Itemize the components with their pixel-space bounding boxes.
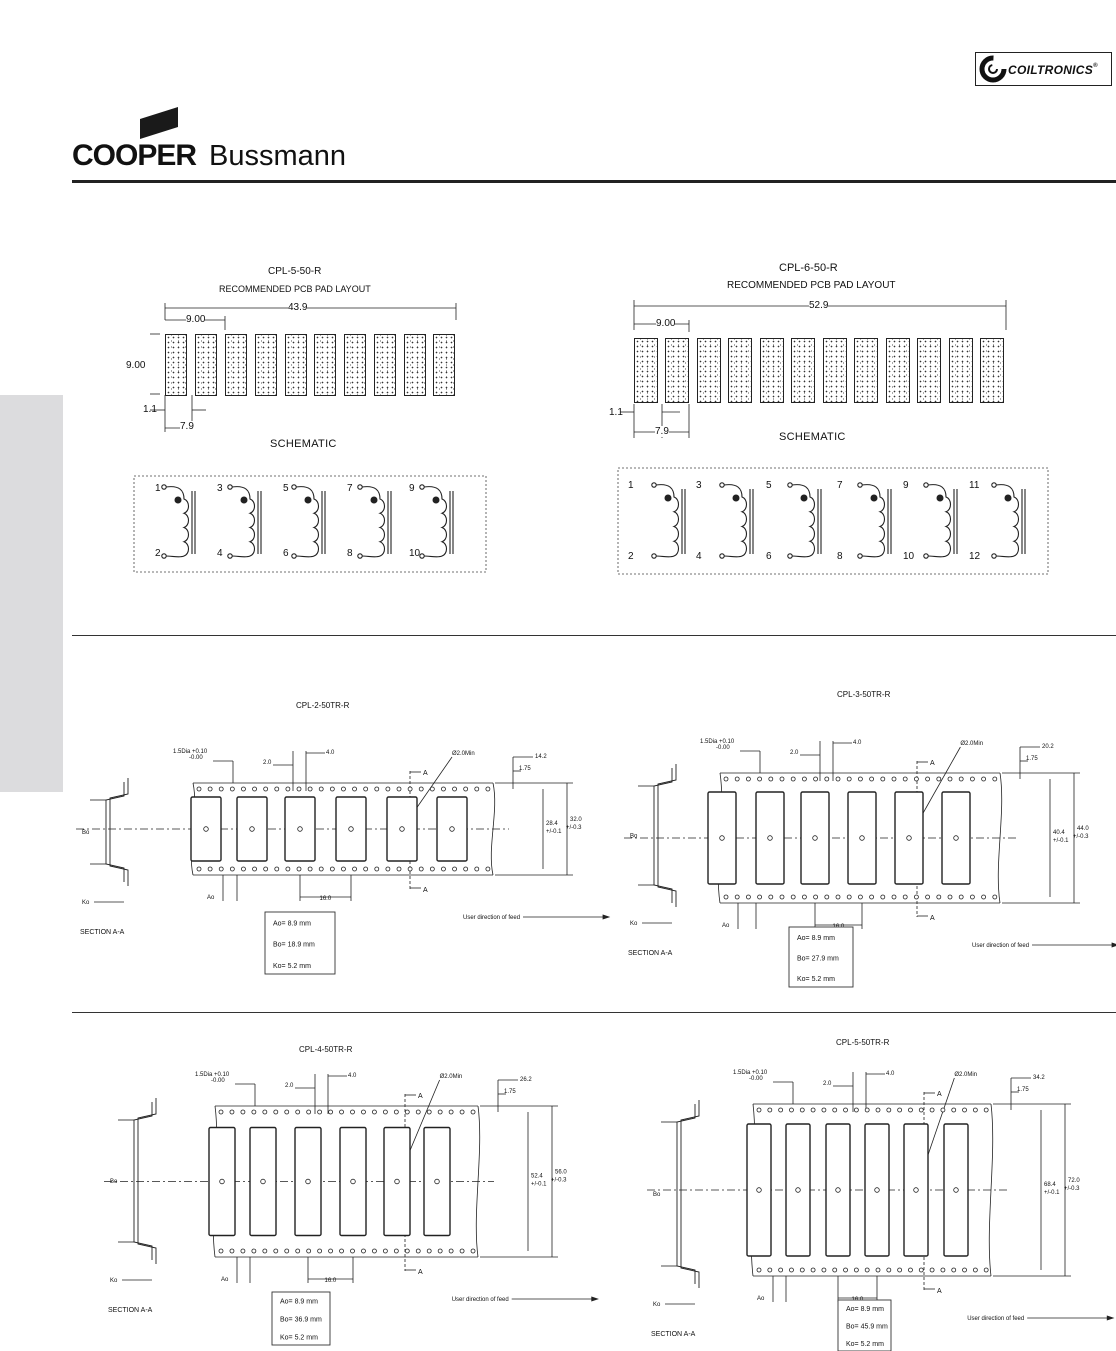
dimension-label: 2.0	[263, 760, 272, 766]
pcb-right-overall: 52.9	[809, 300, 829, 311]
pin-label: 11	[969, 480, 980, 491]
section-a-a-profile	[106, 778, 128, 886]
pad-11	[949, 338, 973, 403]
pad-7	[344, 334, 366, 396]
pcb-left-gap: 1.1	[143, 404, 157, 415]
pad-3	[697, 338, 721, 403]
schematic-left-title: SCHEMATIC	[270, 438, 337, 450]
hole-tol-label: -0.00	[189, 755, 203, 761]
hole-tol-label: -0.00	[716, 745, 730, 751]
pad-10	[917, 338, 941, 403]
dimension-label: 4.0	[853, 740, 862, 746]
pad-9	[404, 334, 426, 396]
pin-label: 8	[837, 551, 843, 562]
pad-6	[791, 338, 815, 403]
spec-ko: Ko= 5.2 mm	[280, 1334, 318, 1342]
spec-ko: Ko= 5.2 mm	[273, 962, 311, 970]
cooper-bussmann-logo	[72, 105, 372, 175]
ko-label: Ko	[110, 1278, 118, 1284]
ko-label: Ko	[82, 900, 90, 906]
spec-ao: Ao= 8.9 mm	[273, 920, 311, 928]
section-divider	[72, 1012, 1116, 1013]
tape-cavity	[250, 1128, 276, 1236]
tape-reel-svg	[620, 690, 1116, 990]
transformer-coil	[358, 485, 391, 558]
pin-label: 8	[347, 548, 353, 559]
dimension-label: +/-0.1	[546, 829, 562, 835]
pin-label: 9	[409, 483, 415, 494]
pin-label: 3	[696, 480, 702, 491]
dimension-label: 32.0	[570, 817, 582, 823]
section-marker: A	[423, 887, 428, 894]
section-caption: SECTION A-A	[651, 1331, 696, 1338]
section-marker: A	[418, 1093, 423, 1100]
bo-label: Bo	[110, 1179, 118, 1185]
spec-ao: Ao= 8.9 mm	[280, 1298, 318, 1306]
tape-cavity	[708, 792, 736, 884]
pad-1	[634, 338, 658, 403]
min-dia-label: Ø2.0Min	[439, 1074, 463, 1080]
min-dia-label: Ø2.0Min	[954, 1072, 978, 1078]
spec-ao: Ao= 8.9 mm	[797, 935, 835, 943]
feed-direction-label: User direction of feed	[967, 1316, 1025, 1322]
schematic-left	[130, 474, 490, 576]
tape-cavity	[336, 797, 366, 861]
pad-7	[823, 338, 847, 403]
pad-6	[314, 334, 336, 396]
pcb-left-overall: 43.9	[288, 302, 308, 313]
dimension-label: +/-0.3	[1064, 1186, 1080, 1192]
section-marker: A	[937, 1288, 942, 1295]
tape-cavity	[826, 1124, 850, 1256]
min-dia-label: Ø2.0Min	[452, 751, 475, 757]
pitch-label: 16.0	[324, 1278, 337, 1284]
dimension-label: +/-0.3	[1073, 834, 1089, 840]
feed-direction-label: User direction of feed	[451, 1297, 509, 1303]
pad-4	[255, 334, 277, 396]
dimension-label: 28.4	[546, 821, 558, 827]
section-a-a-profile	[654, 764, 676, 907]
tape-cavity	[437, 797, 467, 861]
dimension-label: 2.0	[790, 750, 799, 756]
pin-label: 10	[903, 551, 915, 562]
ko-label: Ko	[653, 1302, 661, 1308]
pin-label: 6	[766, 551, 772, 562]
cooper-wordmark: COOPER	[72, 139, 197, 172]
section-marker: A	[418, 1269, 423, 1276]
dimension-label: 1.75	[519, 766, 531, 772]
tape-reel-svg	[72, 700, 612, 970]
pcb-right-part: CPL-6-50-R	[779, 262, 838, 274]
transformer-coil	[992, 483, 1025, 558]
tape-cavity	[904, 1124, 928, 1256]
pad-9	[886, 338, 910, 403]
spec-bo: Bo= 36.9 mm	[280, 1316, 322, 1324]
bo-label: Bo	[630, 833, 638, 840]
tape-cavity	[424, 1128, 450, 1236]
pin-label: 7	[347, 483, 353, 494]
pad-2	[195, 334, 217, 396]
tape-cavity	[191, 797, 221, 861]
tape-cavity	[295, 1128, 321, 1236]
pin-label: 10	[409, 548, 421, 559]
dimension-label: 34.2	[1033, 1075, 1045, 1081]
tape-cavity	[747, 1124, 771, 1256]
dimension-label: +/-0.1	[1053, 838, 1069, 844]
hole-tol-label: -0.00	[749, 1076, 763, 1082]
pitch-label: 16.0	[319, 896, 332, 902]
ao-label: Ao	[207, 895, 215, 901]
dimension-label: 2.0	[285, 1083, 294, 1089]
pad-12	[980, 338, 1004, 403]
section-divider	[72, 635, 1116, 636]
tape-cavity	[942, 792, 970, 884]
section-caption: SECTION A-A	[80, 929, 125, 936]
pcb-left-pitch: 9.00	[186, 314, 206, 325]
hole-dia-label: 1.5Dia +0.10	[733, 1070, 768, 1076]
hole-tol-label: -0.00	[211, 1078, 225, 1084]
dimension-label: 52.4	[531, 1173, 543, 1180]
dimension-label: 4.0	[886, 1071, 895, 1077]
ao-label: Ao	[722, 923, 730, 929]
ao-label: Ao	[757, 1296, 765, 1302]
transformer-coil	[420, 485, 453, 558]
pcb-left-height: 9.00	[126, 360, 146, 371]
dimension-label: 1.75	[504, 1089, 516, 1095]
pad-5	[285, 334, 307, 396]
tape-cavity	[801, 792, 829, 884]
spec-ko: Ko= 5.2 mm	[797, 976, 835, 983]
schematic-right	[614, 466, 1054, 578]
tape-cavity	[848, 792, 876, 884]
spec-ko: Ko= 5.2 mm	[846, 1340, 884, 1348]
hole-dia-label: 1.5Dia +0.10	[700, 739, 735, 745]
schematic-right-title: SCHEMATIC	[779, 431, 846, 443]
ko-label: Ko	[630, 921, 638, 927]
dimension-label: +/-0.3	[551, 1177, 567, 1184]
section-a-a-profile	[134, 1098, 156, 1264]
section-marker: A	[930, 915, 935, 922]
tape-cavity	[756, 792, 784, 884]
pad-8	[854, 338, 878, 403]
tape-cavity	[786, 1124, 810, 1256]
tape-cavity	[285, 797, 315, 861]
pin-label: 2	[155, 548, 161, 559]
feed-direction-label: User direction of feed	[463, 915, 521, 921]
transformer-coil	[924, 483, 957, 558]
pin-label: 6	[283, 548, 289, 559]
pad-1	[165, 334, 187, 396]
pad-4	[728, 338, 752, 403]
bo-label: Bo	[653, 1192, 661, 1198]
tape-part-label: CPL-4-50TR-R	[299, 1045, 353, 1054]
spec-bo: Bo= 18.9 mm	[273, 941, 315, 949]
tape-cavity	[387, 797, 417, 861]
section-marker: A	[930, 760, 935, 767]
pin-label: 7	[837, 480, 843, 491]
section-marker: A	[423, 770, 428, 777]
coiltronics-wordmark: COILTRONICS	[1008, 63, 1094, 77]
dimension-label: +/-0.3	[566, 825, 582, 831]
dimension-label: +/-0.1	[1044, 1190, 1060, 1196]
tape-part-label: CPL-3-50TR-R	[837, 690, 891, 699]
dimension-label: 4.0	[326, 750, 335, 756]
registered-mark: ®	[1093, 63, 1098, 69]
section-caption: SECTION A-A	[628, 950, 673, 957]
coiltronics-logo	[975, 52, 1112, 86]
pin-label: 2	[628, 551, 634, 562]
pin-label: 5	[283, 483, 289, 494]
tape-part-label: CPL-5-50TR-R	[836, 1038, 890, 1047]
dimension-label: 14.2	[535, 754, 547, 760]
pad-5	[760, 338, 784, 403]
tape-reel-svg	[72, 1040, 612, 1345]
section-a-a-profile	[677, 1100, 699, 1288]
transformer-coil	[228, 485, 261, 558]
transformer-coil	[858, 483, 891, 558]
tape-cavity	[340, 1128, 366, 1236]
dimension-label: 56.0	[555, 1169, 567, 1176]
pin-label: 9	[903, 480, 909, 491]
side-tab	[0, 395, 63, 792]
bo-label: Bo	[82, 830, 90, 836]
section-marker: A	[937, 1091, 942, 1098]
ao-label: Ao	[221, 1277, 229, 1283]
pcb-right-pitch: 9.00	[656, 318, 676, 329]
dimension-label: 44.0	[1077, 826, 1089, 832]
pcb-right-gap: 1.1	[609, 407, 623, 418]
dimension-label: 4.0	[348, 1073, 357, 1079]
tape-cavity	[865, 1124, 889, 1256]
tape-cavity	[384, 1128, 410, 1236]
transformer-coil	[162, 485, 195, 558]
pad-8	[374, 334, 396, 396]
pad-3	[225, 334, 247, 396]
pcb-right-caption: RECOMMENDED PCB PAD LAYOUT	[727, 280, 896, 291]
tape-part-label: CPL-2-50TR-R	[296, 701, 350, 710]
tape-cavity	[237, 797, 267, 861]
transformer-coil	[720, 483, 753, 558]
bussmann-wordmark: Bussmann	[209, 140, 347, 172]
dimension-label: 20.2	[1042, 744, 1054, 750]
dimension-label: 72.0	[1068, 1178, 1080, 1184]
pin-label: 4	[217, 548, 223, 559]
dimension-label: 26.2	[520, 1077, 532, 1083]
pin-label: 5	[766, 480, 772, 491]
pin-label: 12	[969, 551, 981, 562]
tape-cavity	[895, 792, 923, 884]
dimension-label: 1.75	[1026, 756, 1038, 762]
transformer-coil	[292, 485, 325, 558]
tape-reel-svg	[620, 1035, 1116, 1351]
hole-dia-label: 1.5Dia +0.10	[195, 1072, 230, 1078]
transformer-coil	[788, 483, 821, 558]
pin-label: 1	[628, 480, 634, 491]
dimension-label: 68.4	[1044, 1182, 1056, 1188]
pcb-left-width: 7.9	[180, 421, 194, 432]
dimension-label: +/-0.1	[531, 1181, 547, 1188]
min-dia-label: Ø2.0Min	[960, 741, 984, 747]
pin-label: 3	[217, 483, 223, 494]
spec-bo: Bo= 45.9 mm	[846, 1323, 888, 1331]
coiltronics-swirl-icon	[976, 53, 1008, 85]
transformer-coil	[652, 483, 685, 558]
pcb-left-part: CPL-5-50-R	[268, 266, 322, 277]
pin-label: 4	[696, 551, 702, 562]
header-divider	[72, 180, 1116, 183]
tape-cavity	[209, 1128, 235, 1236]
feed-direction-label: User direction of feed	[972, 943, 1030, 949]
pad-2	[665, 338, 689, 403]
spec-ao: Ao= 8.9 mm	[846, 1306, 884, 1314]
tape-cavity	[944, 1124, 968, 1256]
pad-10	[433, 334, 455, 396]
dimension-label: 2.0	[823, 1081, 832, 1087]
hole-dia-label: 1.5Dia +0.10	[173, 749, 208, 755]
dimension-label: 1.75	[1017, 1087, 1029, 1093]
pcb-left-caption: RECOMMENDED PCB PAD LAYOUT	[219, 284, 371, 294]
section-caption: SECTION A-A	[108, 1307, 153, 1314]
spec-bo: Bo= 27.9 mm	[797, 955, 839, 963]
pcb-right-width: 7.9	[655, 426, 669, 437]
dimension-label: 40.4	[1053, 830, 1065, 836]
pin-label: 1	[155, 483, 161, 494]
